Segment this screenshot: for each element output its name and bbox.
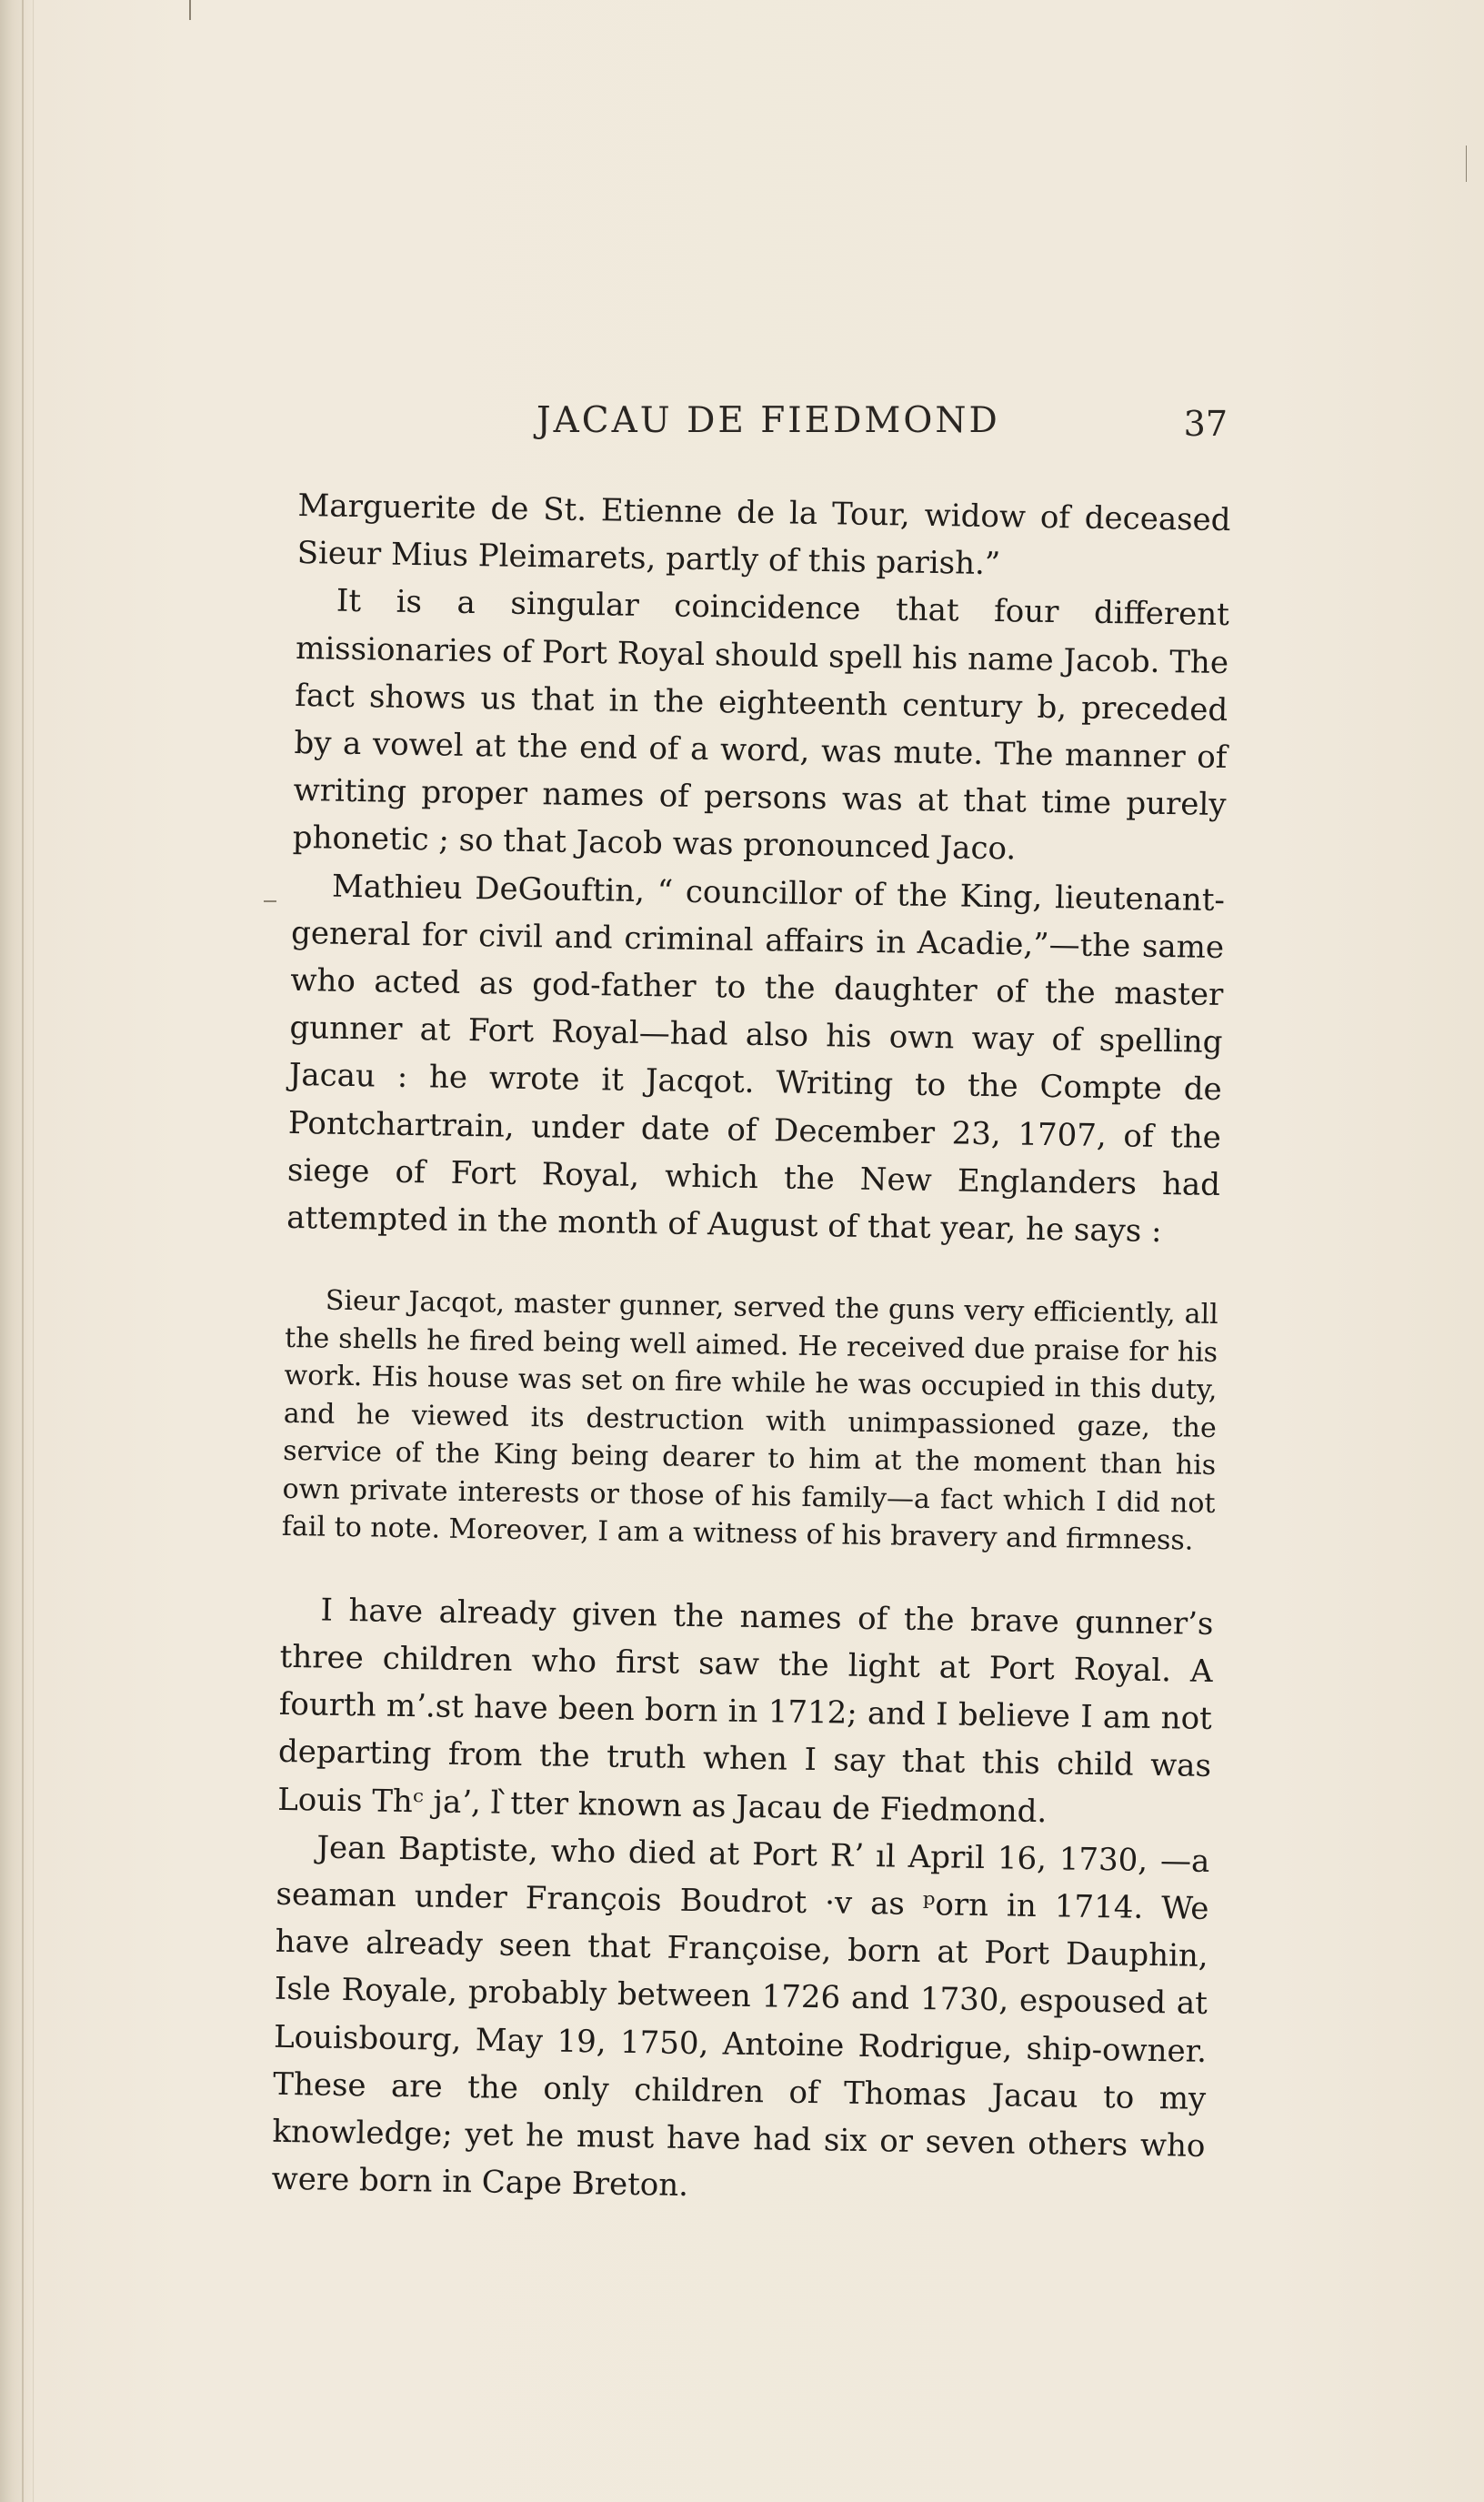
paragraph: Marguerite de St. Etienne de la Tour, widow of deceased Sieur Mius Pleimarets, partly of this parish.”	[296, 487, 1231, 583]
paragraph: I have already given the names of the brave gunner’s three children who first saw the light at Port Royal. A fourth mʼ.st have been born in 1712; and I believe I am not departing from the truth when I say that this child was Louis Thᶜ jaʼ, l ̀tter known as Jacau de Fiedmond.	[276, 1592, 1214, 1830]
running-title: JACAU DE FIEDMOND	[536, 400, 1000, 441]
binding-gutter-edge	[33, 0, 34, 2502]
running-head	[300, 391, 1228, 446]
binding-gutter	[22, 0, 24, 2502]
paragraph: Mathieu DeGouftin, “ councillor of the King, lieutenant-general for civil and criminal affairs in Acadie,”—the same who acted as god-father to the daughter of the master gunner at Fort Royal—had also his own way of spelling Jacau : he wrote it Jacqot. Writing to the Compte de Pontchartrain, under date of December 23, 1707, of the siege of Fort Royal, which the New Englanders had attempted in the month of August of that year, he says :	[286, 868, 1226, 1251]
body-text	[271, 482, 1231, 2217]
page-edge-mark	[264, 900, 276, 902]
paragraph: Jean Baptiste, who died at Port Rʼ ıl April 16, 1730, —a seaman under François Boudrot ·v as ᵖorn in 1714. We have already seen that Françoise, born at Port Dauphin, Isle Royale, probably between 1726 and 1730, espoused at Louisbourg, May 19, 1750, Antoine Rodrigue, ship-owner. These are the only children of Thomas Jacau to my knowledge; yet he must have had six or seven others who were born in Cape Breton.	[271, 1829, 1210, 2205]
paragraph: It is a singular coincidence that four different missionaries of Port Royal should spell his name Jacob. The fact shows us that in the eighteenth century b, preceded by a vowel at the end of a word, was mute. The manner of writing proper names of persons was at that time purely phonetic ; so that Jacob was pronounced Jaco.	[292, 583, 1230, 868]
block-quote: Sieur Jacqot, master gunner, served the guns very efficiently, all the shells he fired being well aimed. He received due praise for his work. His house was set on fire while he was occupied in this duty, and he viewed its destruction with unimpassioned gaze, the service of the King being dearer to him at the moment than his own private interests or those of his family—a fact which I did not fail to note. Moreover, I am a witness of his bravery and firmness.	[281, 1284, 1219, 1557]
page-edge-mark	[189, 0, 191, 20]
page-number: 37	[1183, 404, 1228, 444]
page-edge-mark	[1466, 146, 1467, 182]
